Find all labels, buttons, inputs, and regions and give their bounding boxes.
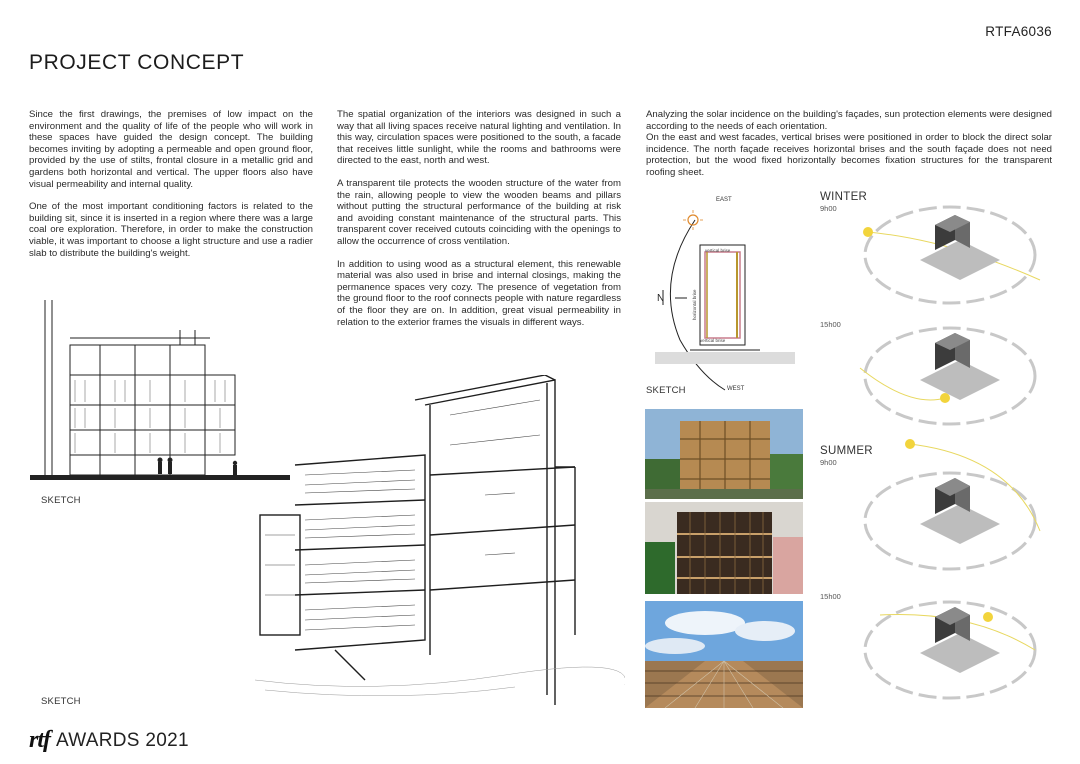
- sketch-label: SKETCH: [41, 696, 81, 707]
- paragraph: In addition to using wood as a structural element, this renewable material was also used in brise and internal closings, making the permanence spaces very cozy. The presence of vegetation from the ground floor to the roof connects people with nature regardless of the floor they are on. In addition, great visual permeability in relation to the exterior frames the visuals in different ways.: [337, 258, 621, 328]
- perspective-sketch: [255, 375, 625, 705]
- paragraph: A transparent tile protects the wooden structure of the water from the rain, allowing people to view the wooden beams and pillars without putting the structural performance of the building at risk and avoiding constant maintenance of the structural parts. This transparent cover received cutouts coinciding with the openings to allow the occurrence of cross ventilation.: [337, 177, 621, 247]
- building-photo: [645, 502, 803, 594]
- paragraph: The spatial organization of the interiors was designed in such a way that all living spaces receive natural lighting and ventilation. In this way, circulation spaces were positioned to the south, a facade that receives little sunlight, while the rooms and bathrooms were directed to the east, north and west.: [337, 109, 621, 167]
- text-column-2: [337, 109, 621, 339]
- time-label: 15h00: [820, 592, 841, 601]
- paragraph: On the east and west facades, vertical brises were positioned in order to block the direct solar incidence. The north façade receives horizontal brises and the south façade does not need protection, but the wood fixed horizontally becomes fixation structures for the transparent roofing sheet.: [646, 132, 1052, 178]
- solar-study-winter-9h: [850, 200, 1050, 310]
- building-photo: [645, 409, 803, 499]
- solar-plan-sketch: [645, 190, 805, 395]
- project-code: RTFA6036: [985, 24, 1052, 39]
- roof-photo: [645, 601, 803, 708]
- vertical-brise-label: vertical brise: [700, 338, 726, 343]
- solar-study-summer-15h: [850, 595, 1050, 705]
- footer: [29, 727, 189, 754]
- time-label: 15h00: [820, 320, 841, 329]
- solar-study-winter-15h: [850, 318, 1050, 433]
- paragraph: One of the most important conditioning factors is related to the building sit, since it is inserted in a region where there was a large coal ore exploration. Therefore, in order to make the construction viable, it was important to choose a light structure and use a radier slab to distribute the building's weight.: [29, 201, 313, 259]
- paragraph: Since the first drawings, the premises of low impact on the environment and the quality of life of the people who will work in these spaces have guided the design concept. The building becomes inviting by adopting a permeable and open ground floor, provided by the use of stilts, frontal closure in a metallic grid and gardens both horizontal and vertical. The upper floors also have visual permeability and internal quality.: [29, 109, 313, 190]
- vertical-brise-label: vertical brise: [705, 248, 731, 253]
- north-arrow-label: N: [657, 293, 665, 304]
- west-label: WEST: [727, 386, 745, 392]
- text-column-3: [646, 109, 1052, 190]
- rtf-logo: rtf: [29, 727, 50, 753]
- winter-label: WINTER: [820, 191, 868, 203]
- awards-label: AWARDS 2021: [56, 729, 189, 751]
- time-label: 9h00: [820, 204, 837, 213]
- solar-study-summer-9h: [850, 436, 1050, 576]
- time-label: 9h00: [820, 458, 837, 467]
- sketch-label: SKETCH: [41, 495, 81, 506]
- horizontal-brise-label: horizontal brise: [692, 289, 697, 320]
- page-title: PROJECT CONCEPT: [29, 51, 245, 74]
- paragraph: Analyzing the solar incidence on the building's façades, sun protection elements were designed according to the needs of each orientation.: [646, 109, 1052, 132]
- east-label: EAST: [716, 197, 732, 203]
- sketch-label: SKETCH: [646, 385, 686, 396]
- summer-label: SUMMER: [820, 445, 873, 457]
- text-column-1: [29, 109, 313, 270]
